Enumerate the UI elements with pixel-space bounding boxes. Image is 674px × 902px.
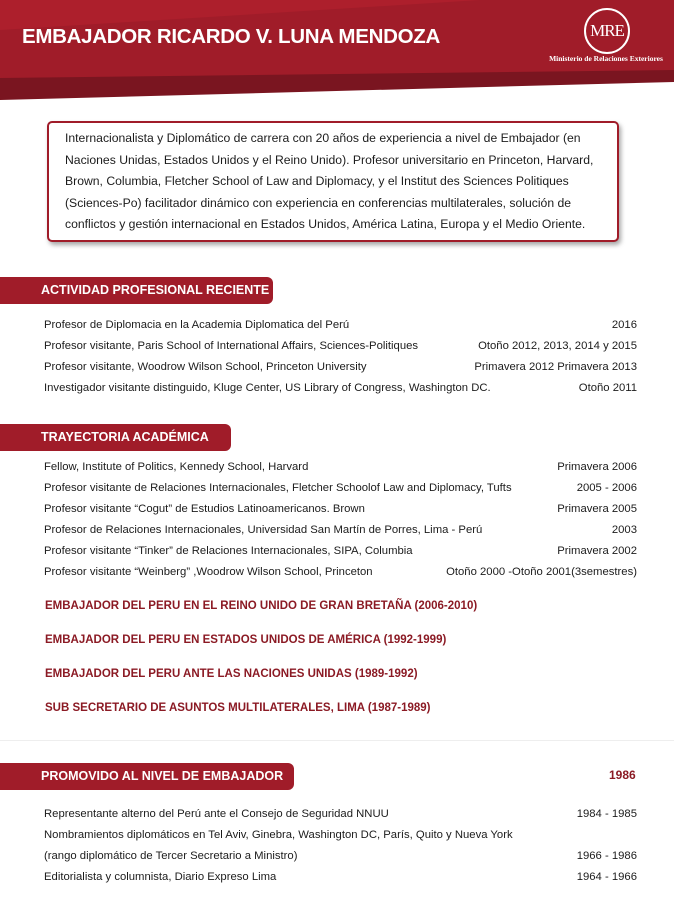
activity-list	[44, 315, 637, 399]
list-item	[44, 357, 637, 378]
item-date: 2016	[611, 319, 637, 331]
post-item: EMBAJADOR DEL PERU ANTE LAS NACIONES UNIDAS (1989-1992)	[45, 668, 418, 680]
item-text: Investigador visitante distinguido, Kluge Center, US Library of Congress, Washington DC.	[44, 382, 491, 394]
item-text: Fellow, Institute of Politics, Kennedy School, Harvard	[44, 461, 309, 473]
section-title-promotion: PROMOVIDO AL NIVEL DE EMBAJADOR	[0, 763, 294, 790]
item-text: Profesor visitante “Cogut” de Estudios Latinoamericanos. Brown	[44, 503, 365, 515]
header-banner	[0, 0, 674, 100]
list-item	[44, 804, 637, 825]
section-title-activity: ACTIVIDAD PROFESIONAL RECIENTE	[0, 277, 273, 304]
post-item: SUB SECRETARIO DE ASUNTOS MULTILATERALES, LIMA (1987-1989)	[45, 702, 431, 714]
promotion-list	[44, 804, 637, 888]
item-text: Profesor visitante de Relaciones Internacionales, Fletcher Schoolof Law and Diplomacy, Tufts	[44, 482, 512, 494]
post-item: EMBAJADOR DEL PERU EN EL REINO UNIDO DE GRAN BRETAÑA (2006-2010)	[45, 600, 478, 612]
list-item	[44, 520, 637, 541]
item-text: Profesor visitante “Weinberg” ,Woodrow Wilson School, Princeton	[44, 566, 373, 578]
item-text: Representante alterno del Perú ante el Consejo de Seguridad NNUU	[44, 808, 389, 820]
item-text: Editorialista y columnista, Diario Expreso Lima	[44, 871, 277, 883]
section-title-academic: TRAYECTORIA ACADÉMICA	[0, 424, 231, 451]
list-item	[44, 499, 637, 520]
list-item	[44, 867, 637, 888]
item-date: Primavera 2002	[557, 545, 637, 557]
item-date: Primavera 2006	[557, 461, 637, 473]
list-item	[44, 378, 637, 399]
header-background	[0, 0, 674, 100]
item-text: (rango diplomático de Tercer Secretario a Ministro)	[44, 850, 298, 862]
post-item: EMBAJADOR DEL PERU EN ESTADOS UNIDOS DE AMÉRICA (1992-1999)	[45, 634, 447, 646]
list-item	[44, 825, 637, 846]
ministry-name: Ministerio de Relaciones Exteriores	[549, 54, 663, 63]
item-date: 1966 - 1986	[576, 850, 637, 862]
ambassador-posts	[45, 598, 477, 734]
item-text: Profesor de Relaciones Internacionales, Universidad San Martín de Porres, Lima - Perú	[44, 524, 483, 536]
item-date: 2005 - 2006	[576, 482, 637, 494]
divider	[0, 740, 674, 741]
list-item	[44, 457, 637, 478]
list-item	[44, 541, 637, 562]
item-date: Primavera 2005	[557, 503, 637, 515]
item-text: Profesor de Diplomacia en la Academia Diplomatica del Perú	[44, 319, 350, 331]
promotion-year: 1986	[609, 768, 636, 782]
item-text: Profesor visitante, Paris School of International Affairs, Sciences-Politiques	[44, 340, 419, 352]
item-date: 1964 - 1966	[576, 871, 637, 883]
profile-summary: Internacionalista y Diplomático de carrera con 20 años de experiencia a nivel de Embajador (en Naciones Unidas, Estados Unidos y el Reino Unido). Profesor universitario en Princeton, Harvard, Brown, Columbia, Fletcher School of Law and Diplomacy, y el Institut des Sciences Politiques (Sciences-Po) facilitador dinámico con experiencia en conferencias multilaterales, solución de conflictos y gestión internacional en Estados Unidos, América Latina, Europa y el Medio Oriente.	[47, 121, 619, 242]
academic-list	[44, 457, 637, 583]
list-item	[44, 478, 637, 499]
page-title: EMBAJADOR RICARDO V. LUNA MENDOZA	[22, 25, 440, 48]
item-date: Primavera 2012 Primavera 2013	[474, 361, 637, 373]
list-item	[44, 562, 637, 583]
list-item	[44, 336, 637, 357]
item-date: Otoño 2012, 2013, 2014 y 2015	[478, 340, 637, 352]
list-item	[44, 846, 637, 867]
list-item	[44, 315, 637, 336]
item-date: 2003	[611, 524, 637, 536]
item-date: Otoño 2011	[578, 382, 637, 394]
item-date: 1984 - 1985	[576, 808, 637, 820]
item-text: Profesor visitante “Tinker” de Relaciones Internacionales, SIPA, Columbia	[44, 545, 413, 557]
item-date: Otoño 2000 -Otoño 2001(3semestres)	[446, 566, 637, 578]
item-text: Profesor visitante, Woodrow Wilson School, Princeton University	[44, 361, 367, 373]
ministry-logo: MRE	[584, 8, 630, 54]
item-text: Nombramientos diplomáticos en Tel Aviv, Ginebra, Washington DC, París, Quito y Nueva York	[44, 829, 513, 841]
